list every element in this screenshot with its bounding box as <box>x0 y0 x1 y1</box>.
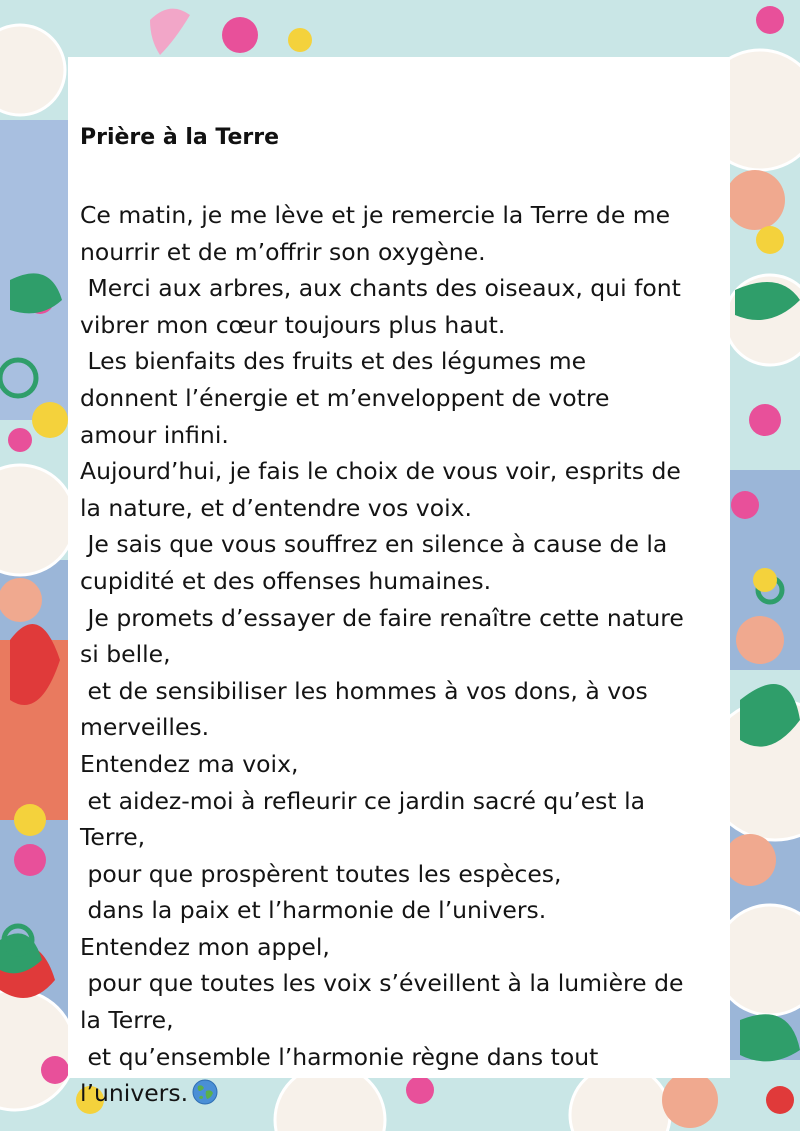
poem-line: donnent l’énergie et m’enveloppent de votre <box>80 383 610 412</box>
poem-line: et aidez-moi à refleurir ce jardin sacré qu’est la <box>80 786 646 815</box>
poem-line-text: l’univers. <box>80 1079 189 1108</box>
poem-line: si belle, <box>80 640 171 669</box>
poem-line: la nature, et d’entendre vos voix. <box>80 493 472 522</box>
poem-line: pour que toutes les voix s’éveillent à la lumière de <box>80 969 684 998</box>
poem-title: Prière à la Terre <box>80 125 280 150</box>
poem-line: Entendez mon appel, <box>80 932 330 961</box>
poem-line: Je sais que vous souffrez en silence à cause de la <box>80 530 668 559</box>
poem-line: Entendez ma voix, <box>80 749 299 778</box>
poem-body <box>80 197 730 1112</box>
poem-card <box>68 57 730 1108</box>
poem-last-line <box>80 1075 730 1112</box>
poem-line: Merci aux arbres, aux chants des oiseaux, qui font <box>80 274 681 303</box>
poem-line: dans la paix et l’harmonie de l’univers. <box>80 896 547 925</box>
poem-line: amour infini. <box>80 420 229 449</box>
poem-line: Je promets d’essayer de faire renaître cette nature <box>80 603 684 632</box>
poem-line: Aujourd’hui, je fais le choix de vous voir, esprits de <box>80 457 681 486</box>
poem-line: et qu’ensemble l’harmonie règne dans tout <box>80 1042 599 1071</box>
poem-line: Les bienfaits des fruits et des légumes me <box>80 347 587 376</box>
poem-line: vibrer mon cœur toujours plus haut. <box>80 310 506 339</box>
poem-line: nourrir et de m’offrir son oxygène. <box>80 237 486 266</box>
poem-line: pour que prospèrent toutes les espèces, <box>80 859 562 888</box>
poem-line: Terre, <box>80 823 146 852</box>
poem-line: et de sensibiliser les hommes à vos dons, à vos <box>80 676 648 705</box>
poem-line: merveilles. <box>80 713 210 742</box>
poem-line: cupidité et des offenses humaines. <box>80 566 492 595</box>
poem-line: la Terre, <box>80 1006 174 1035</box>
poem-line: Ce matin, je me lève et je remercie la Terre de me <box>80 201 671 229</box>
globe-emoji-icon <box>192 1079 218 1105</box>
